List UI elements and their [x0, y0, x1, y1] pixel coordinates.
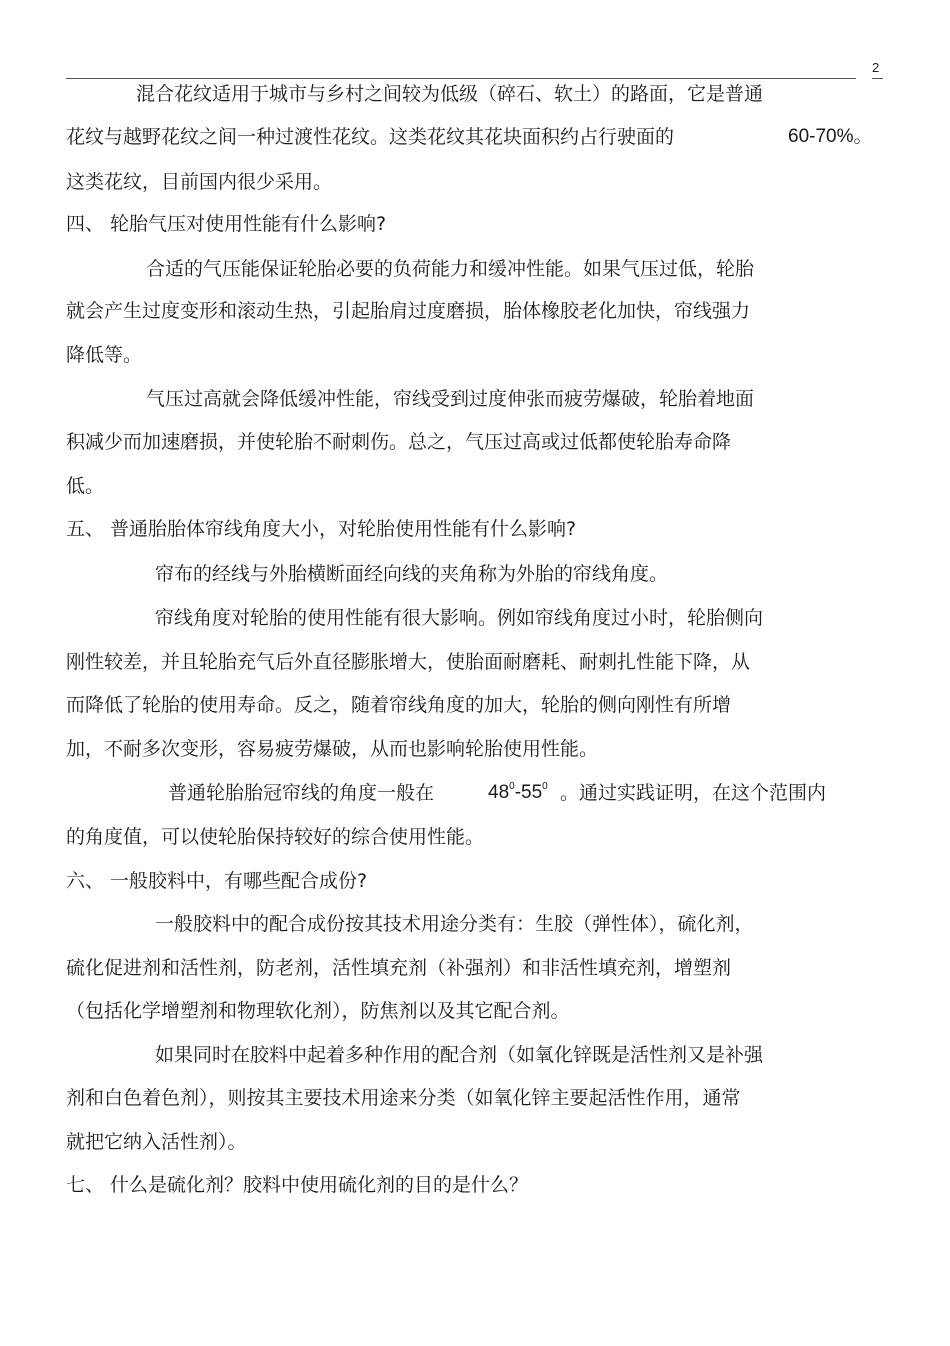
page-number: 2 [872, 60, 880, 75]
paragraph-line: 如果同时在胶料中起着多种作用的配合剂（如氧化锌既是活性剂又是补强 [155, 1044, 764, 1066]
paragraph-line: 混合花纹适用于城市与乡村之间较为低级（碎石、软土）的路面，它是普通 [136, 83, 764, 105]
section-heading-6: 六、 一般胶料中，有哪些配合成份? [66, 870, 368, 892]
period: 。 [853, 126, 873, 147]
degree-mark: 0 [542, 781, 548, 792]
paragraph-line: 积减少而加速磨损，并使轮胎不耐刺伤。总之，气压过高或过低都使轮胎寿命降 [66, 431, 732, 453]
paragraph-line: 的角度值，可以使轮胎保持较好的综合使用性能。 [66, 826, 485, 848]
paragraph-line: 气压过高就会降低缓冲性能，帘线受到过度伸张而疲劳爆破，轮胎着地面 [146, 388, 755, 410]
paragraph-line: 帘布的经线与外胎横断面经向线的夹角称为外胎的帘线角度。 [155, 563, 669, 585]
paragraph-line: （包括化学增塑剂和物理软化剂），防焦剂以及其它配合剂。 [66, 1000, 570, 1022]
angle-max: -55 [514, 782, 543, 803]
paragraph-line: 降低等。 [66, 344, 143, 366]
paragraph-line: 低。 [66, 475, 105, 497]
angle-range [488, 781, 548, 805]
paragraph-text: 花纹与越野花纹之间一种过渡性花纹。这类花纹其花块面积约占行驶面的 [66, 126, 675, 148]
paragraph-line: 这类花纹，目前国内很少采用。 [66, 171, 333, 193]
paragraph-line: 就会产生过度变形和滚动生热，引起胎肩过度磨损，胎体橡胶老化加快，帘线强力 [66, 300, 751, 322]
degree-mark: 0 [509, 781, 515, 792]
paragraph-line: 刚性较差，并且轮胎充气后外直径膨胀增大，使胎面耐磨耗、耐刺扎性能下降，从 [66, 651, 751, 673]
paragraph-line: 加，不耐多次变形，容易疲劳爆破，从而也影响轮胎使用性能。 [66, 738, 599, 760]
header-rule-short [872, 78, 883, 79]
angle-min: 48 [488, 782, 510, 803]
paragraph-line: 而降低了轮胎的使用寿命。反之，随着帘线角度的加大，轮胎的侧向刚性有所增 [66, 694, 732, 716]
section-heading-7: 七、 什么是硫化剂？胶料中使用硫化剂的目的是什么？ [66, 1174, 529, 1196]
percent-value [788, 125, 873, 149]
paragraph-line: 剂和白色着色剂），则按其主要技术用途来分类（如氧化锌主要起活性作用，通常 [66, 1087, 741, 1109]
paragraph-line: 。通过实践证明，在这个范围内 [560, 782, 827, 804]
paragraph-line: 普通轮胎胎冠帘线的角度一般在 [168, 782, 435, 804]
section-heading-5: 五、 普通胎胎体帘线角度大小，对轮胎使用性能有什么影响? [66, 518, 577, 540]
paragraph-line: 帘线角度对轮胎的使用性能有很大影响。例如帘线角度过小时，轮胎侧向 [155, 607, 764, 629]
paragraph-line: 硫化促进剂和活性剂，防老剂，活性填充剂（补强剂）和非活性填充剂，增塑剂 [66, 957, 732, 979]
section-heading-4: 四、 轮胎气压对使用性能有什么影响? [66, 213, 387, 235]
percent-value-text: 60-70% [788, 126, 854, 147]
paragraph-line: 合适的气压能保证轮胎必要的负荷能力和缓冲性能。如果气压过低，轮胎 [146, 258, 755, 280]
paragraph-line: 一般胶料中的配合成份按其技术用途分类有：生胶（弹性体），硫化剂， [155, 913, 754, 935]
paragraph-line: 就把它纳入活性剂）。 [66, 1131, 247, 1153]
paragraph-line [66, 125, 674, 149]
header-rule [66, 78, 856, 79]
